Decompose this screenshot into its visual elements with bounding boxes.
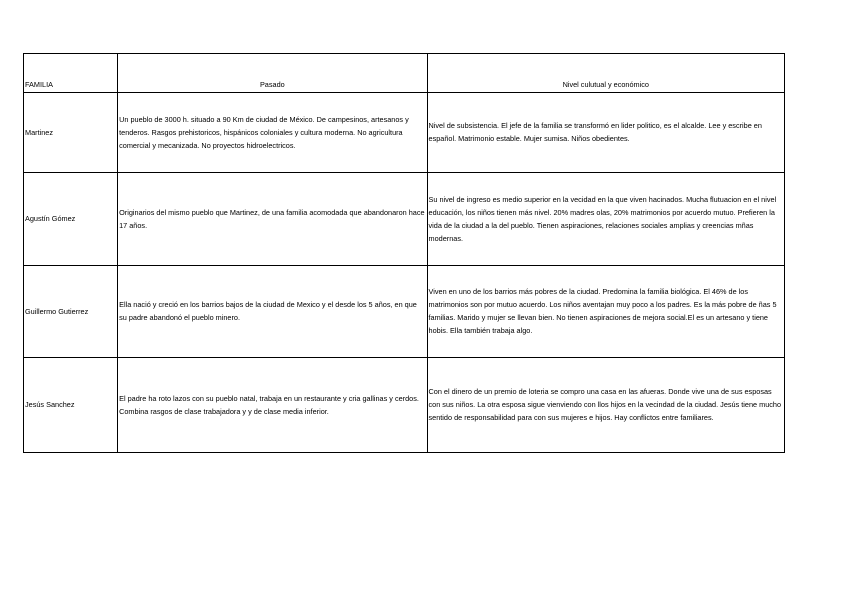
cell-pasado: Ella nació y creció en los barrios bajos de la ciudad de Mexico y el desde los 5 años, en que su padre abandonó el pueblo minero. bbox=[118, 266, 427, 358]
cell-pasado: Originarios del mismo pueblo que Martinez, de una familia acomodada que abandonaron hace 17 años. bbox=[118, 173, 427, 266]
cell-nivel: Viven en uno de los barrios más pobres de la ciudad. Predomina la familia biológica. El 46% de los matrimonios son por mutuo acuerdo. Los niños aventajan muy poco a los padres. Es la más pobre de ñas 5 familias. Marido y mujer se llevan bien. No tienen aspiraciones de mejora social.El es un artesano y tiene hobis. Ella también trabaja algo. bbox=[427, 266, 784, 358]
cell-nivel: Nivel de subsistencia. El jefe de la familia se transformó en lider politico, es el alcalde. Lee y escribe en español. Matrimonio estable. Mujer sumisa. Niños obedientes. bbox=[427, 93, 784, 173]
table-row bbox=[24, 173, 785, 266]
header-familia: FAMILIA bbox=[24, 54, 118, 93]
table-row bbox=[24, 266, 785, 358]
families-table bbox=[23, 53, 785, 453]
cell-familia: Agustín Gómez bbox=[24, 173, 118, 266]
table-row bbox=[24, 358, 785, 453]
cell-familia: Jesús Sanchez bbox=[24, 358, 118, 453]
header-row bbox=[24, 54, 785, 93]
cell-pasado: El padre ha roto lazos con su pueblo natal, trabaja en un restaurante y cria gallinas y cerdos. Combina rasgos de clase trabajadora y y de clase media inferior. bbox=[118, 358, 427, 453]
table-row bbox=[24, 93, 785, 173]
cell-pasado: Un pueblo de 3000 h. situado a 90 Km de ciudad de México. De campesinos, artesanos y tenderos. Rasgos prehistoricos, hispánicos coloniales y cultura moderna. No agricultura comercial y mecanizada. No proyectos hidroelectricos. bbox=[118, 93, 427, 173]
cell-nivel: Su nivel de ingreso es medio superior en la vecidad en la que viven hacinados. Mucha flutuacion en el nivel educación, los niños tienen más nivel. 20% madres olas, 20% matrimonios por acuerdo mutuo. Prefieren la vida de la ciudad a la del pueblo. Tienen aspiraciones, relaciones sociales amplias y creencias mñas modernas. bbox=[427, 173, 784, 266]
cell-familia: Martinez bbox=[24, 93, 118, 173]
header-nivel: Nivel culutual y económico bbox=[427, 54, 784, 93]
header-pasado: Pasado bbox=[118, 54, 427, 93]
cell-familia: Guillermo Gutierrez bbox=[24, 266, 118, 358]
cell-nivel: Con el dinero de un premio de loteria se compro una casa en las afueras. Donde vive una de sus esposas con sus niños. La otra esposa sigue vienviendo con llos hijos en la vecindad de la ciudad. Jesús tiene mucho sentido de responsabilidad para con sus mujeres e hijos. Hay conflictos entre familiares. bbox=[427, 358, 784, 453]
